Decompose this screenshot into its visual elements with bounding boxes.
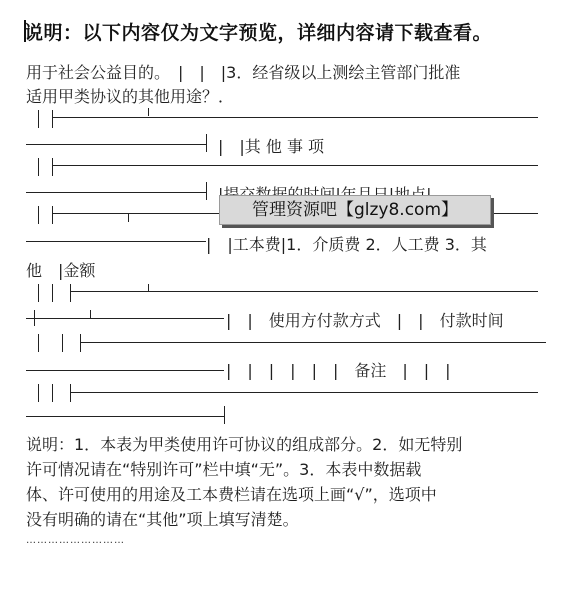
form-tick [70,284,71,302]
form-tick [128,214,129,222]
form-rule [26,416,224,417]
doc-line-1: 用于社会公益目的。 | | |3．经省级以上测绘主管部门批准 [26,63,461,82]
note-line-2: 许可情况请在“特别许可”栏中填“无”。3．本表中数据载 [26,460,422,479]
note-line-3: 体、许可使用的用途及工本费栏请在选项上画“√”，选项中 [26,485,437,504]
note-line-1: 说明：1．本表为甲类使用许可协议的组成部分。2．如无特别 [26,435,463,454]
form-tick [70,384,71,402]
form-tick [52,284,53,302]
form-rule [26,192,206,193]
cost-label: | |工本费|1．介质费 2．人工费 3．其 [206,235,487,254]
other-items-label: | |其 他 事 项 [218,137,325,156]
form-tick [38,334,39,352]
form-rule [26,144,206,145]
form-tick [34,310,35,326]
preview-notice: 说明：以下内容仅为文字预览，详细内容请下载查看。 [24,22,493,44]
form-tick [62,334,63,352]
form-tick [38,384,39,402]
form-tick [38,110,39,128]
form-rule [80,342,546,343]
payment-method-label: | | 使用方付款方式 | | 付款时间 [226,311,504,330]
form-tick [52,158,53,176]
form-tick [206,134,207,152]
form-tick [52,206,53,224]
watermark-banner: 管理资源吧【glzy8.com】 [219,195,491,225]
form-tick [224,406,225,424]
ellipsis: ……………………… [26,535,125,546]
doc-line-2: 适用甲类协议的其他用途？． [26,87,235,106]
form-tick [148,284,149,292]
form-rule [26,318,224,319]
form-rule [26,241,206,242]
note-line-4: 没有明确的请在“其他”项上填写清楚。 [26,510,299,529]
form-rule [70,392,538,393]
form-rule [70,291,538,292]
form-tick [148,108,149,116]
form-tick [38,206,39,224]
form-tick [38,158,39,176]
form-rule [52,117,538,118]
form-tick [80,334,81,352]
form-tick [38,284,39,302]
form-tick [90,310,91,318]
remarks-label: | | | | | | 备注 | | | [226,361,451,380]
other-amount-label: 他 |金额 [26,261,96,280]
form-rule [26,370,224,371]
form-tick [206,182,207,200]
form-tick [52,384,53,402]
form-rule [52,165,538,166]
form-tick [52,110,53,128]
